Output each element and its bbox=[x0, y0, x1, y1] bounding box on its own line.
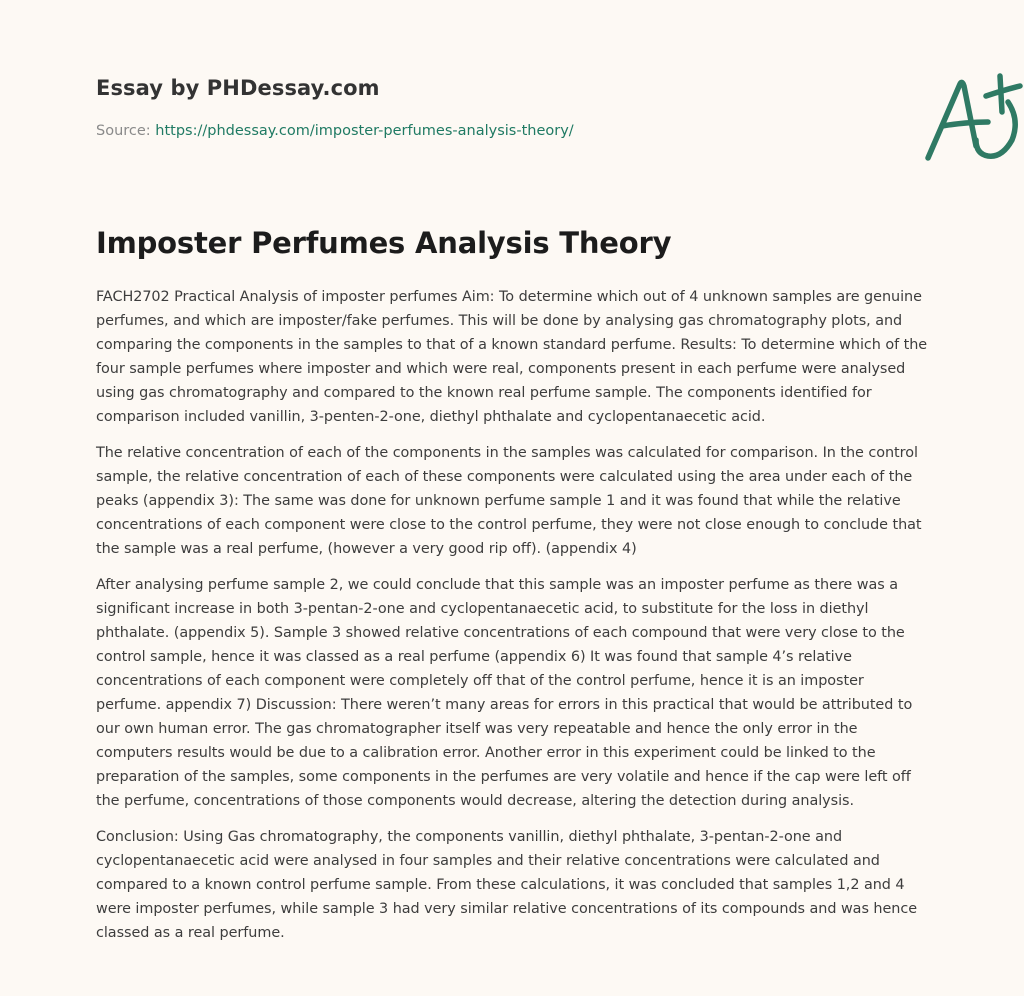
a-plus-grade-icon bbox=[916, 60, 1024, 180]
source-label: Source: bbox=[96, 123, 151, 139]
paragraph-relative-concentration: The relative concentration of each of the components in the samples was calculated for comparison. In the control sample, the relative concentration of each of these components were calculated using the area under each of the peaks (appendix 3): The same was done for unknown perfume sample 1 and it was found that while the relative concentrations of each component were close to the control perfume, they were not close enough to conclude that the sample was a real perfume, (however a very good rip off). (appendix 4) bbox=[96, 445, 922, 557]
paragraph-aim-results: FACH2702 Practical Analysis of imposter perfumes Aim: To determine which out of 4 unknown samples are genuine perfumes, and which are imposter/fake perfumes. This will be done by analysing gas chromatography plots, and comparing the components in the samples to that of a known standard perfume. Results: To determine which of the four sample perfumes where imposter and which were real, components present in each perfume were analysed using gas chromatography and compared to the known real perfume sample. The components identified for comparison included vanillin, 3-penten-2-one, diethyl phthalate and cyclopentanaecetic acid. bbox=[96, 289, 928, 425]
source-link[interactable]: https://phdessay.com/imposter-perfumes-analysis-theory/ bbox=[155, 123, 574, 139]
brand-heading: Essay by PHDessay.com bbox=[96, 76, 380, 100]
paragraph-samples-discussion: After analysing perfume sample 2, we could conclude that this sample was an imposter perfume as there was a significant increase in both 3-pentan-2-one and cyclopentanaecetic acid, to substitute for the loss in diethyl phthalate. (appendix 5). Sample 3 showed relative concentrations of each compound that were very close to the control sample, hence it was classed as a real perfume (appendix 6) It was found that sample 4’s relative concentrations of each component were completely off that of the control perfume, hence it is an imposter perfume. appendix 7) Discussion: There weren’t many areas for errors in this practical that would be attributed to our own human error. The gas chromatographer itself was very repeatable and hence the only error in the computers results would be due to a calibration error. Another error in this experiment could be linked to the preparation of the samples, some components in the perfumes are very volatile and hence if the cap were left off the perfume, concentrations of those components would decrease, altering the detection during analysis. bbox=[96, 577, 913, 809]
article-title: Imposter Perfumes Analysis Theory bbox=[96, 226, 672, 260]
source-line bbox=[96, 123, 574, 139]
paragraph-conclusion: Conclusion: Using Gas chromatography, the components vanillin, diethyl phthalate, 3-pentan-2-one and cyclopentanaecetic acid were analysed in four samples and their relative concentrations were calculated and compared to a known control perfume sample. From these calculations, it was concluded that samples 1,2 and 4 were imposter perfumes, while sample 3 had very similar relative concentrations of its compounds and was hence classed as a real perfume. bbox=[96, 829, 918, 941]
article-body bbox=[96, 285, 932, 957]
